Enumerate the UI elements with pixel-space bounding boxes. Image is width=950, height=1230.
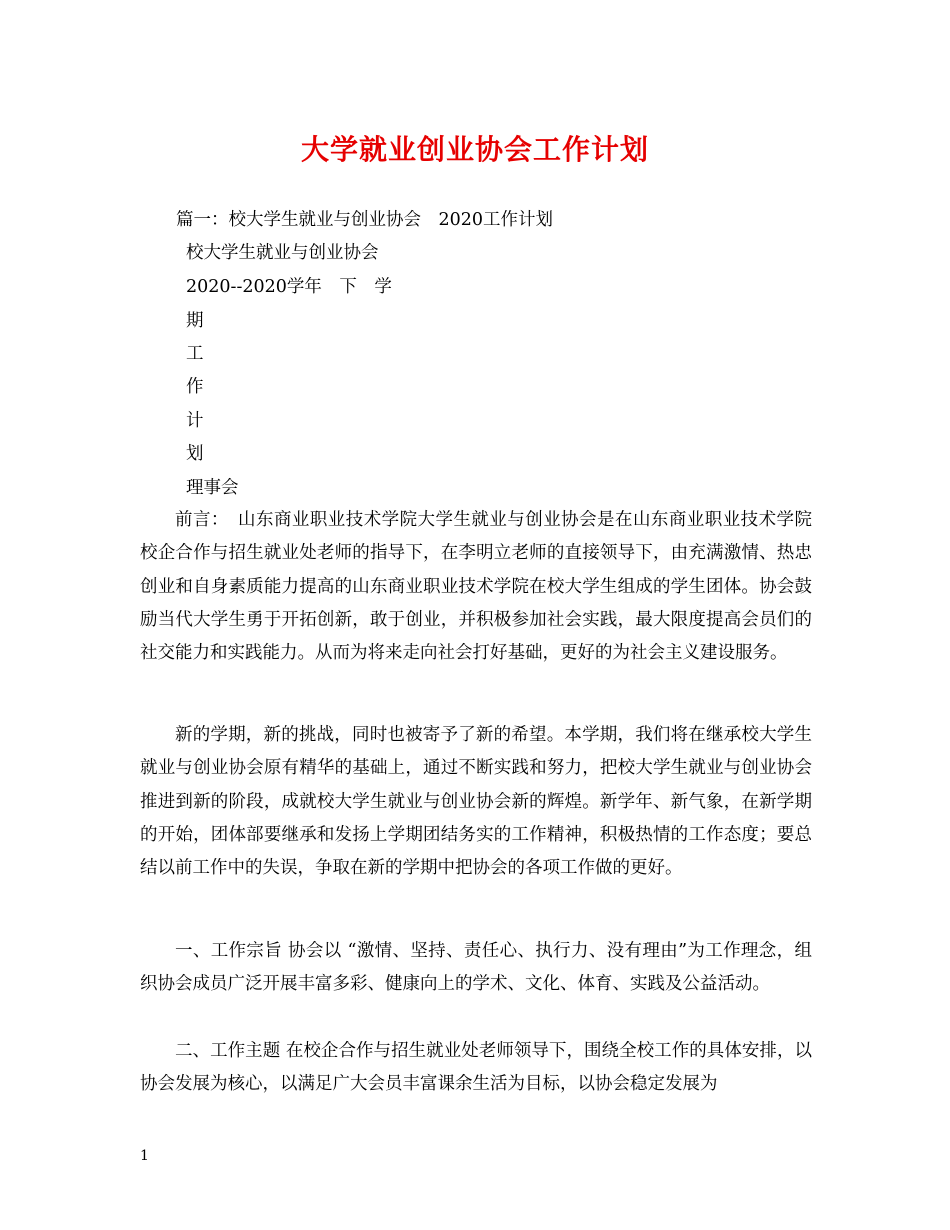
- paragraph-new-term: 新的学期，新的挑战，同时也被寄予了新的希望。本学期，我们将在继承校大学生就业与创业协会原有精华的基础上，通过不断实践和努力，把校大学生就业与创业协会推进到新的阶段，成就校大学生就业与创业协会新的辉煌。新学年、新气象，在新学期的开始，团体部要继承和发扬上学期团结务实的工作精神，积极热情的工作态度；要总结以前工作中的失误，争取在新的学期中把协会的各项工作做的更好。: [140, 725, 812, 879]
- school-term: 2020--2020学年 下 学: [186, 277, 392, 297]
- page-number: 1: [140, 1148, 149, 1164]
- paragraph-preface: 前言： 山东商业职业技术学院大学生就业与创业协会是在山东商业职业技术学院校企合作与招生就业处老师的指导下，在李明立老师的直接领导下，由充满激情、热忠创业和自身素质能力提高的山东商业职业技术学院在校大学生组成的学生团体。协会鼓励当代大学生勇于开拓创新，敢于创业，并积极参加社会实践，最大限度提高会员们的社交能力和实践能力。从而为将来走向社会打好基础，更好的为社会主义建设服务。: [140, 510, 812, 664]
- vertical-char: 期: [186, 311, 204, 331]
- organization-name: 校大学生就业与创业协会: [186, 243, 379, 263]
- paragraph-work-purpose: 一、工作宗旨 协会以 “激情、坚持、责任心、执行力、没有理由”为工作理念，组织协会成员广泛开展丰富多彩、健康向上的学术、文化、体育、实践及公益活动。: [140, 941, 812, 995]
- vertical-char: 工: [186, 344, 204, 364]
- vertical-char: 计: [186, 411, 204, 431]
- paragraph-work-theme: 二、工作主题 在校企合作与招生就业处老师领导下，围绕全校工作的具体安排，以协会发展为核心，以满足广大会员丰富课余生活为目标，以协会稳定发展为: [140, 1041, 812, 1095]
- section-heading: 篇一：校大学生就业与创业协会 2020工作计划: [176, 210, 554, 230]
- vertical-char: 划: [186, 444, 204, 464]
- vertical-char: 作: [186, 377, 204, 397]
- document-title: 大学就业创业协会工作计划: [300, 133, 649, 166]
- council-label: 理事会: [186, 478, 239, 498]
